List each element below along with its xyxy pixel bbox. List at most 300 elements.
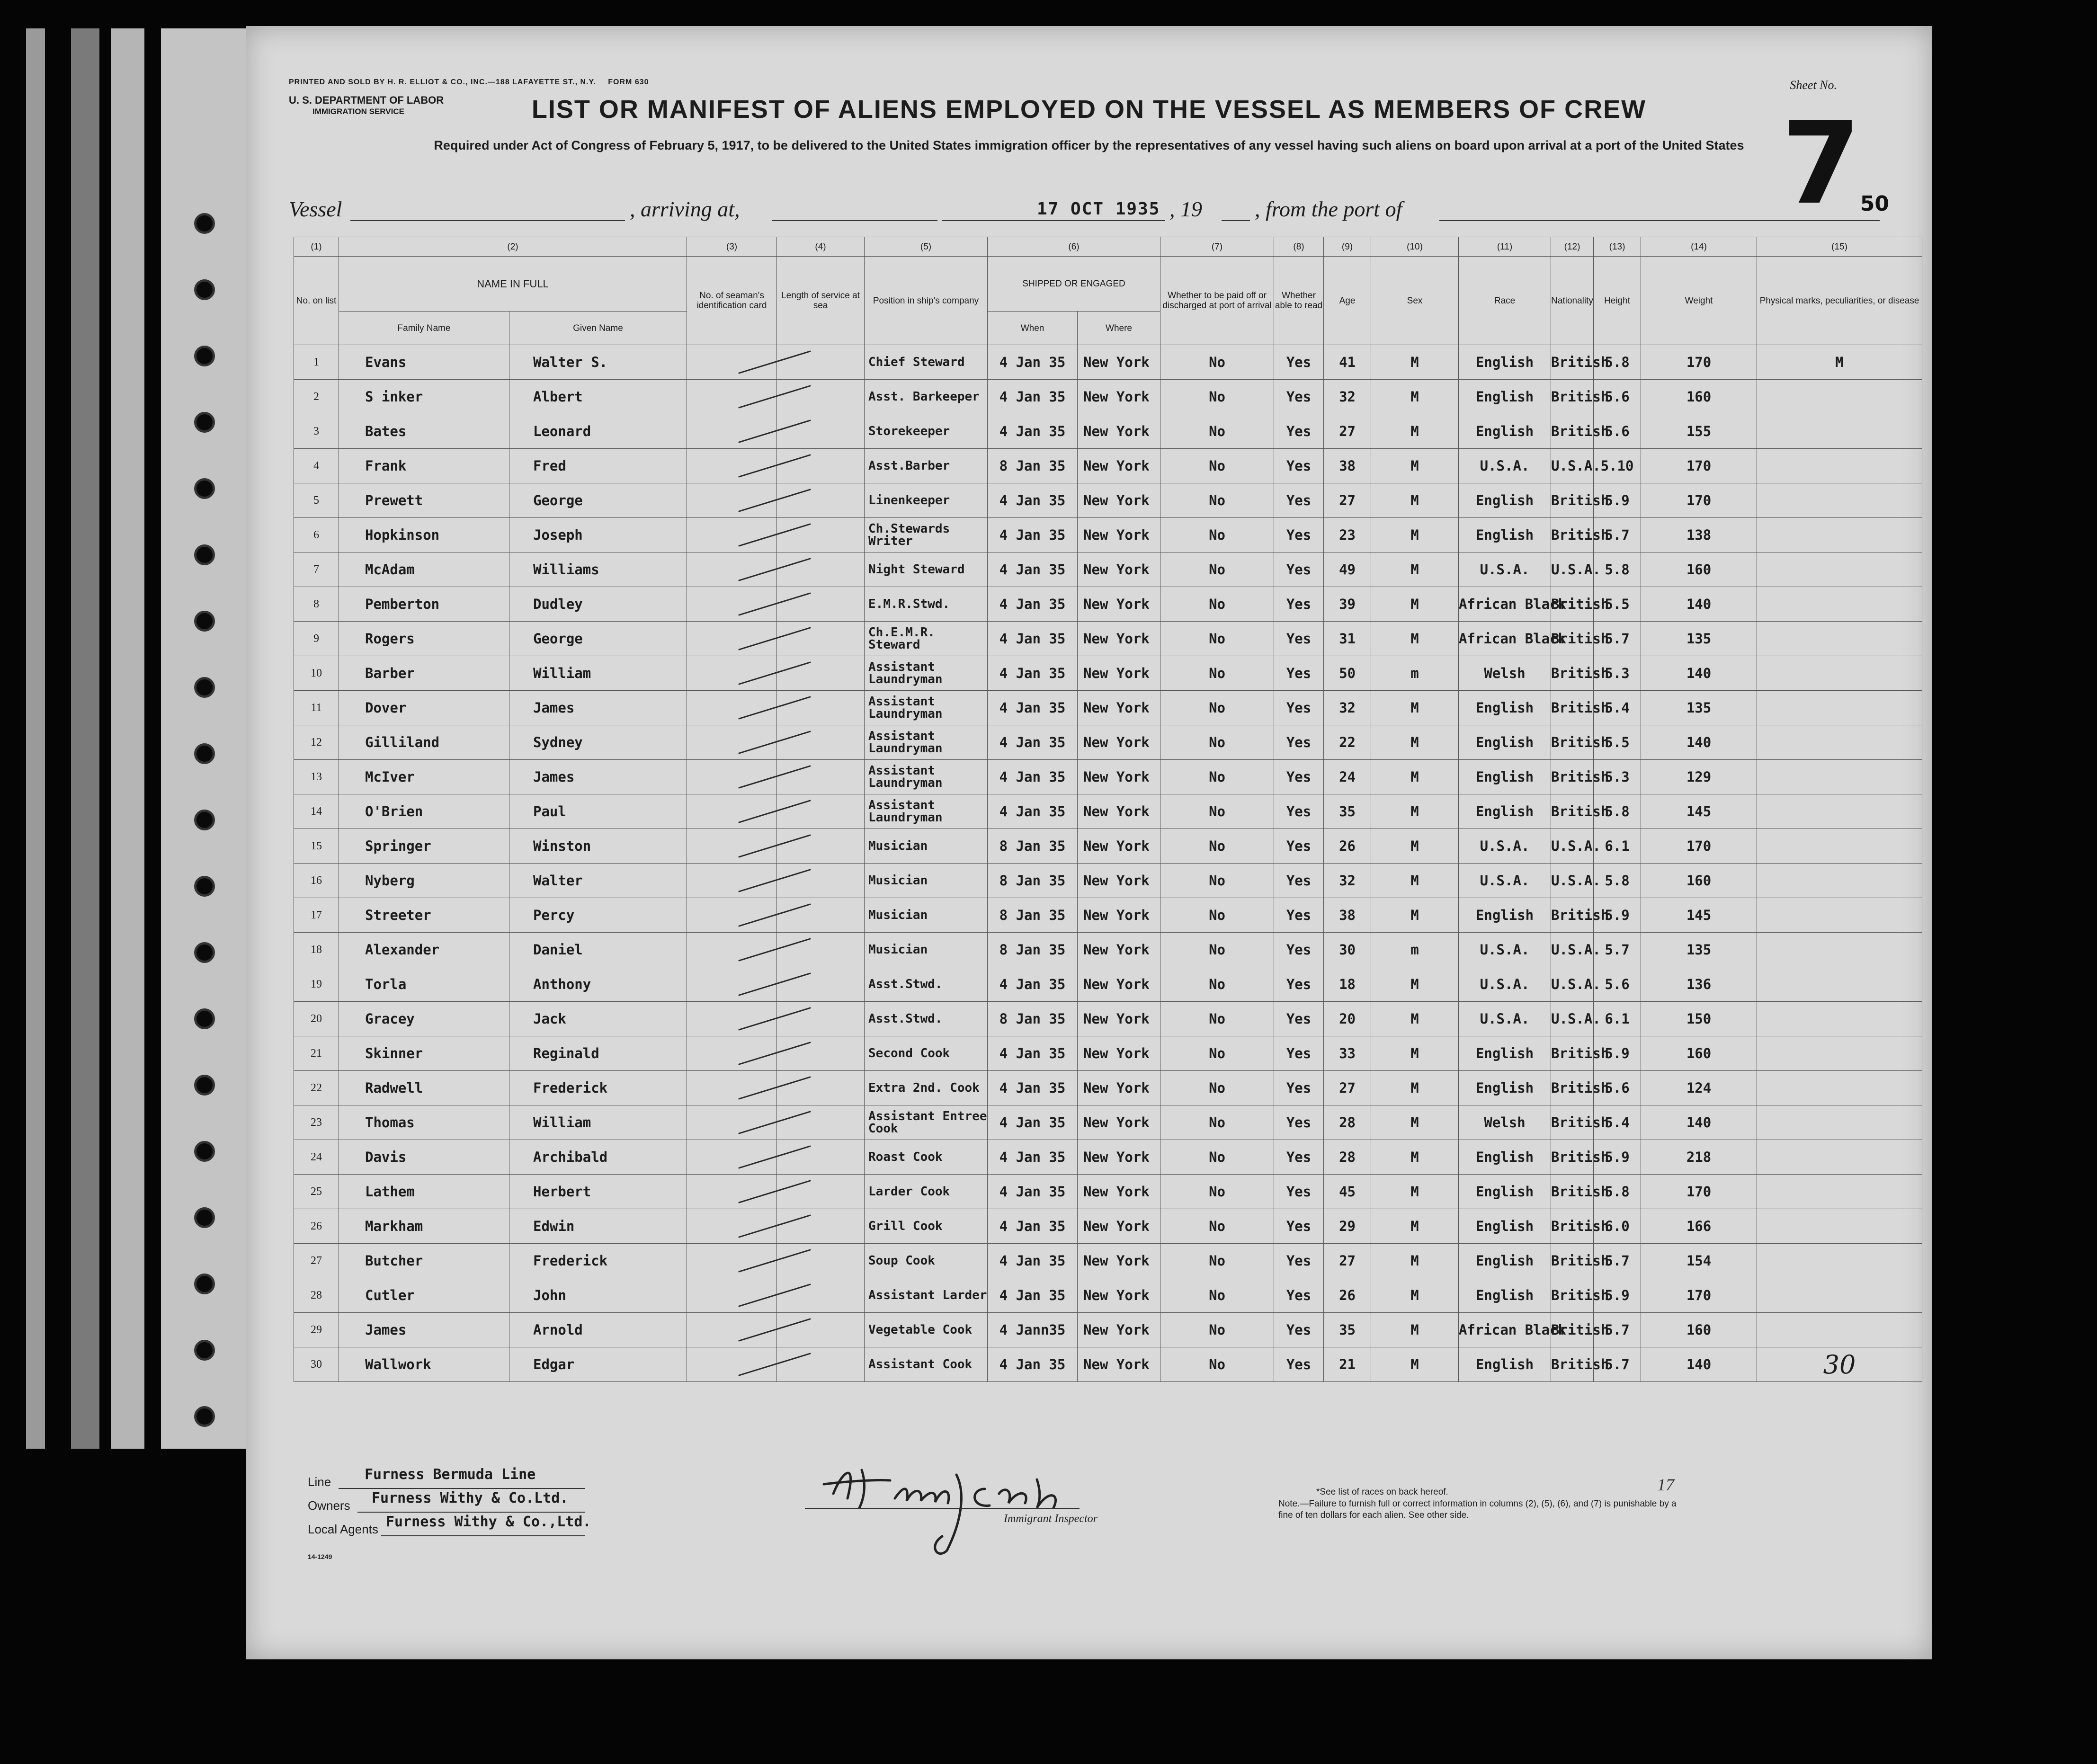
- race: English: [1459, 1244, 1551, 1278]
- family-name: Barber: [339, 656, 509, 691]
- nationality: British: [1551, 1105, 1594, 1140]
- weight: 140: [1641, 1105, 1757, 1140]
- given-name: Fred: [509, 449, 687, 483]
- table-row: [294, 380, 1922, 414]
- paid-off: No: [1160, 1209, 1274, 1244]
- given-name: John: [509, 1278, 687, 1313]
- nationality: British: [1551, 898, 1594, 933]
- nationality: British: [1551, 587, 1594, 622]
- service-name: IMMIGRATION SERVICE: [312, 107, 404, 116]
- given-name: James: [509, 760, 687, 794]
- id-card-cell: [687, 622, 777, 656]
- position: Storekeeper: [865, 414, 988, 449]
- family-name: Rogers: [339, 622, 509, 656]
- race: African Black: [1459, 622, 1551, 656]
- header-where: Where: [1078, 312, 1160, 345]
- weight: 170: [1641, 449, 1757, 483]
- given-name: Arnold: [509, 1313, 687, 1347]
- race: U.S.A.: [1459, 552, 1551, 587]
- height: 5.7: [1594, 518, 1641, 552]
- race: U.S.A.: [1459, 1002, 1551, 1036]
- shipped-where: New York: [1078, 1071, 1160, 1105]
- col-num-14: (14): [1641, 237, 1757, 257]
- given-name: William: [509, 1105, 687, 1140]
- row-number: 21: [294, 1036, 339, 1071]
- given-name: Winston: [509, 829, 687, 864]
- position: Assistant Laundryman: [865, 691, 988, 725]
- race: U.S.A.: [1459, 933, 1551, 967]
- given-name: Frederick: [509, 1071, 687, 1105]
- length-service-cell: [777, 1071, 865, 1105]
- sex: M: [1371, 414, 1459, 449]
- shipped-when: 4 Jan 35: [988, 760, 1078, 794]
- position: Roast Cook: [865, 1140, 988, 1175]
- shipped-when: 4 Jan 35: [988, 518, 1078, 552]
- id-card-cell: [687, 414, 777, 449]
- paid-off: No: [1160, 760, 1274, 794]
- length-service-cell: [777, 691, 865, 725]
- weight: 145: [1641, 794, 1757, 829]
- footer-line-label: Line: [308, 1475, 331, 1489]
- id-card-cell: [687, 518, 777, 552]
- height: 5.8: [1594, 1175, 1641, 1209]
- able-to-read: Yes: [1274, 1347, 1324, 1382]
- physical-marks: [1757, 414, 1922, 449]
- sex: M: [1371, 1244, 1459, 1278]
- id-card-cell: [687, 552, 777, 587]
- able-to-read: Yes: [1274, 449, 1324, 483]
- age: 27: [1324, 1244, 1371, 1278]
- height: 5.8: [1594, 552, 1641, 587]
- age: 41: [1324, 345, 1371, 380]
- col-num-4: (4): [777, 237, 865, 257]
- id-card-cell: [687, 829, 777, 864]
- age: 20: [1324, 1002, 1371, 1036]
- nationality: British: [1551, 1071, 1594, 1105]
- document-title: LIST OR MANIFEST OF ALIENS EMPLOYED ON THE VESSEL AS MEMBERS OF CREW: [531, 95, 1647, 124]
- row-number: 2: [294, 380, 339, 414]
- binder-edge-3: [111, 28, 144, 1449]
- physical-marks: [1757, 449, 1922, 483]
- row-number: 13: [294, 760, 339, 794]
- binder-edge-1: [26, 28, 45, 1449]
- paid-off: No: [1160, 1313, 1274, 1347]
- age: 23: [1324, 518, 1371, 552]
- footer-form-code: 14-1249: [308, 1553, 332, 1560]
- given-name: Edgar: [509, 1347, 687, 1382]
- shipped-where: New York: [1078, 898, 1160, 933]
- weight: 170: [1641, 1278, 1757, 1313]
- age: 27: [1324, 1071, 1371, 1105]
- given-name: Dudley: [509, 587, 687, 622]
- paid-off: No: [1160, 898, 1274, 933]
- nationality: British: [1551, 725, 1594, 760]
- weight: 129: [1641, 760, 1757, 794]
- table-row: [294, 1313, 1922, 1347]
- nationality: British: [1551, 622, 1594, 656]
- id-card-cell: [687, 898, 777, 933]
- sex: M: [1371, 691, 1459, 725]
- table-row: [294, 898, 1922, 933]
- header-weight: Weight: [1641, 257, 1757, 345]
- nationality: British: [1551, 1244, 1594, 1278]
- age: 26: [1324, 829, 1371, 864]
- sex: M: [1371, 725, 1459, 760]
- able-to-read: Yes: [1274, 483, 1324, 518]
- sex: M: [1371, 518, 1459, 552]
- row-number: 23: [294, 1105, 339, 1140]
- table-row: [294, 414, 1922, 449]
- paid-off: No: [1160, 345, 1274, 380]
- able-to-read: Yes: [1274, 1036, 1324, 1071]
- family-name: Bates: [339, 414, 509, 449]
- family-name: Wallwork: [339, 1347, 509, 1382]
- able-to-read: Yes: [1274, 898, 1324, 933]
- physical-marks: [1757, 1036, 1922, 1071]
- nationality: British: [1551, 518, 1594, 552]
- physical-marks: [1757, 518, 1922, 552]
- shipped-when: 4 Jan 35: [988, 967, 1078, 1002]
- able-to-read: Yes: [1274, 518, 1324, 552]
- shipped-where: New York: [1078, 622, 1160, 656]
- given-name: Paul: [509, 794, 687, 829]
- physical-marks: [1757, 1244, 1922, 1278]
- position: Musician: [865, 829, 988, 864]
- race: English: [1459, 794, 1551, 829]
- shipped-when: 4 Jan 35: [988, 1244, 1078, 1278]
- able-to-read: Yes: [1274, 380, 1324, 414]
- table-row: [294, 1105, 1922, 1140]
- shipped-where: New York: [1078, 1278, 1160, 1313]
- table-row: [294, 345, 1922, 380]
- position: Assistant Entree Cook: [865, 1105, 988, 1140]
- nationality: U.S.A.: [1551, 829, 1594, 864]
- able-to-read: Yes: [1274, 933, 1324, 967]
- weight: 135: [1641, 622, 1757, 656]
- position: Assistant Laundryman: [865, 760, 988, 794]
- position: Soup Cook: [865, 1244, 988, 1278]
- weight: 160: [1641, 1313, 1757, 1347]
- header-no-on-list: No. on list: [294, 257, 339, 345]
- physical-marks: [1757, 1140, 1922, 1175]
- col-num-8: (8): [1274, 237, 1324, 257]
- id-card-cell: [687, 1175, 777, 1209]
- weight: 140: [1641, 1347, 1757, 1382]
- id-card-cell: [687, 1140, 777, 1175]
- able-to-read: Yes: [1274, 1175, 1324, 1209]
- weight: 166: [1641, 1209, 1757, 1244]
- sex: M: [1371, 1175, 1459, 1209]
- given-name: George: [509, 483, 687, 518]
- race: English: [1459, 1347, 1551, 1382]
- paid-off: No: [1160, 414, 1274, 449]
- family-name: Pemberton: [339, 587, 509, 622]
- length-service-cell: [777, 725, 865, 760]
- sheet-number-suffix: 50: [1860, 192, 1889, 216]
- shipped-where: New York: [1078, 552, 1160, 587]
- table-row: [294, 1278, 1922, 1313]
- able-to-read: Yes: [1274, 552, 1324, 587]
- nationality: British: [1551, 1347, 1594, 1382]
- length-service-cell: [777, 380, 865, 414]
- able-to-read: Yes: [1274, 1278, 1324, 1313]
- col-num-2: (2): [339, 237, 687, 257]
- sex: m: [1371, 656, 1459, 691]
- length-service-cell: [777, 829, 865, 864]
- id-card-cell: [687, 1278, 777, 1313]
- given-name: Frederick: [509, 1244, 687, 1278]
- table-row: [294, 1209, 1922, 1244]
- row-number: 1: [294, 345, 339, 380]
- nationality: British: [1551, 1175, 1594, 1209]
- shipped-when: 4 Jan 35: [988, 1140, 1078, 1175]
- arriving-label: , arriving at,: [630, 197, 740, 221]
- length-service-cell: [777, 552, 865, 587]
- id-card-cell: [687, 380, 777, 414]
- shipped-where: New York: [1078, 1002, 1160, 1036]
- height: 5.6: [1594, 380, 1641, 414]
- position: Assistant Laundryman: [865, 794, 988, 829]
- inspector-rule: [805, 1508, 1080, 1509]
- shipped-when: 4 Jan 35: [988, 1175, 1078, 1209]
- family-name: Gracey: [339, 1002, 509, 1036]
- id-card-cell: [687, 1244, 777, 1278]
- length-service-cell: [777, 794, 865, 829]
- race: English: [1459, 1278, 1551, 1313]
- family-name: Markham: [339, 1209, 509, 1244]
- id-card-cell: [687, 1071, 777, 1105]
- physical-marks: [1757, 898, 1922, 933]
- shipped-where: New York: [1078, 829, 1160, 864]
- footer-agents-label: Local Agents: [308, 1522, 378, 1536]
- nationality: British: [1551, 1209, 1594, 1244]
- physical-marks: [1757, 622, 1922, 656]
- paid-off: No: [1160, 449, 1274, 483]
- table-row: [294, 587, 1922, 622]
- nationality: U.S.A.: [1551, 933, 1594, 967]
- sex: M: [1371, 794, 1459, 829]
- paid-off: No: [1160, 1278, 1274, 1313]
- given-name: Archibald: [509, 1140, 687, 1175]
- family-name: Lathem: [339, 1175, 509, 1209]
- nationality: U.S.A.: [1551, 449, 1594, 483]
- age: 39: [1324, 587, 1371, 622]
- id-card-cell: [687, 967, 777, 1002]
- position: Musician: [865, 898, 988, 933]
- shipped-when: 4 Jan 35: [988, 1105, 1078, 1140]
- row-number: 30: [294, 1347, 339, 1382]
- position: Assistant Cook: [865, 1347, 988, 1382]
- header-position: Position in ship's company: [865, 257, 988, 345]
- weight: 145: [1641, 898, 1757, 933]
- id-card-cell: [687, 587, 777, 622]
- shipped-where: New York: [1078, 587, 1160, 622]
- weight: 124: [1641, 1071, 1757, 1105]
- shipped-when: 8 Jan 35: [988, 1002, 1078, 1036]
- inspector-label: Immigrant Inspector: [1004, 1513, 1098, 1525]
- length-service-cell: [777, 967, 865, 1002]
- physical-marks: 30: [1757, 1347, 1922, 1382]
- given-name: Leonard: [509, 414, 687, 449]
- able-to-read: Yes: [1274, 691, 1324, 725]
- nationality: U.S.A.: [1551, 1002, 1594, 1036]
- table-row: [294, 933, 1922, 967]
- table-row: [294, 518, 1922, 552]
- header-given-name: Given Name: [509, 312, 687, 345]
- crew-rows: [294, 345, 1922, 1382]
- physical-marks: [1757, 1209, 1922, 1244]
- column-number-row: [294, 237, 1922, 257]
- paid-off: No: [1160, 864, 1274, 898]
- age: 38: [1324, 449, 1371, 483]
- sex: M: [1371, 760, 1459, 794]
- physical-marks: [1757, 760, 1922, 794]
- able-to-read: Yes: [1274, 345, 1324, 380]
- row-number: 9: [294, 622, 339, 656]
- printer-text: PRINTED AND SOLD BY H. R. ELLIOT & CO., INC.—188 LAFAYETTE ST., N.Y.: [289, 78, 596, 86]
- vessel-line: [289, 196, 1899, 230]
- shipped-when: 8 Jan 35: [988, 864, 1078, 898]
- id-card-cell: [687, 691, 777, 725]
- height: 5.7: [1594, 1244, 1641, 1278]
- weight: 160: [1641, 1036, 1757, 1071]
- inspector-signature: [814, 1442, 1193, 1565]
- table-row: [294, 1347, 1922, 1382]
- weight: 170: [1641, 829, 1757, 864]
- row-number: 17: [294, 898, 339, 933]
- race: English: [1459, 691, 1551, 725]
- nationality: British: [1551, 1278, 1594, 1313]
- table-row: [294, 864, 1922, 898]
- weight: 160: [1641, 552, 1757, 587]
- paid-off: No: [1160, 725, 1274, 760]
- position: Chief Steward: [865, 345, 988, 380]
- sex: M: [1371, 1002, 1459, 1036]
- length-service-cell: [777, 414, 865, 449]
- length-service-cell: [777, 622, 865, 656]
- nationality: British: [1551, 345, 1594, 380]
- weight: 138: [1641, 518, 1757, 552]
- row-number: 4: [294, 449, 339, 483]
- paid-off: No: [1160, 1071, 1274, 1105]
- position: Vegetable Cook: [865, 1313, 988, 1347]
- shipped-where: New York: [1078, 933, 1160, 967]
- age: 29: [1324, 1209, 1371, 1244]
- given-name: Anthony: [509, 967, 687, 1002]
- position: Assistant Larder: [865, 1278, 988, 1313]
- table-row: [294, 1140, 1922, 1175]
- able-to-read: Yes: [1274, 414, 1324, 449]
- height: 5.10: [1594, 449, 1641, 483]
- table-row: [294, 483, 1922, 518]
- port-label: , from the port of: [1255, 197, 1402, 221]
- age: 27: [1324, 483, 1371, 518]
- height: 6.1: [1594, 829, 1641, 864]
- position: Asst.Stwd.: [865, 967, 988, 1002]
- shipped-where: New York: [1078, 449, 1160, 483]
- race: English: [1459, 1175, 1551, 1209]
- physical-marks: [1757, 691, 1922, 725]
- header-nationality: Nationality: [1551, 257, 1594, 345]
- row-number: 3: [294, 414, 339, 449]
- age: 31: [1324, 622, 1371, 656]
- race: English: [1459, 1209, 1551, 1244]
- id-card-cell: [687, 345, 777, 380]
- age: 32: [1324, 380, 1371, 414]
- paid-off: No: [1160, 1347, 1274, 1382]
- length-service-cell: [777, 1278, 865, 1313]
- shipped-when: 4 Jan 35: [988, 414, 1078, 449]
- physical-marks: [1757, 1002, 1922, 1036]
- weight: 160: [1641, 380, 1757, 414]
- length-service-cell: [777, 449, 865, 483]
- able-to-read: Yes: [1274, 1140, 1324, 1175]
- height: 5.4: [1594, 1105, 1641, 1140]
- given-name: Joseph: [509, 518, 687, 552]
- height: 5.9: [1594, 483, 1641, 518]
- weight: 136: [1641, 967, 1757, 1002]
- weight: 150: [1641, 1002, 1757, 1036]
- length-service-cell: [777, 656, 865, 691]
- height: 5.8: [1594, 864, 1641, 898]
- length-service-cell: [777, 864, 865, 898]
- weight: 135: [1641, 691, 1757, 725]
- shipped-when: 4 Jan 35: [988, 552, 1078, 587]
- physical-marks: [1757, 725, 1922, 760]
- paid-off: No: [1160, 1036, 1274, 1071]
- position: Ch.Stewards Writer: [865, 518, 988, 552]
- row-number: 28: [294, 1278, 339, 1313]
- age: 22: [1324, 725, 1371, 760]
- paid-off: No: [1160, 1244, 1274, 1278]
- shipped-where: New York: [1078, 1105, 1160, 1140]
- physical-marks: [1757, 587, 1922, 622]
- physical-marks: [1757, 933, 1922, 967]
- crew-manifest-table: [294, 237, 1922, 1382]
- id-card-cell: [687, 1036, 777, 1071]
- sex: M: [1371, 1140, 1459, 1175]
- age: 35: [1324, 1313, 1371, 1347]
- vessel-label: Vessel: [289, 197, 342, 221]
- family-name: Gilliland: [339, 725, 509, 760]
- nationality: British: [1551, 760, 1594, 794]
- nationality: U.S.A.: [1551, 552, 1594, 587]
- family-name: O'Brien: [339, 794, 509, 829]
- printer-imprint: [289, 78, 649, 87]
- id-card-cell: [687, 760, 777, 794]
- sex: M: [1371, 967, 1459, 1002]
- sex: M: [1371, 622, 1459, 656]
- shipped-where: New York: [1078, 794, 1160, 829]
- binder-edge-2: [71, 28, 99, 1449]
- age: 35: [1324, 794, 1371, 829]
- race: English: [1459, 1140, 1551, 1175]
- position: Ch.E.M.R. Steward: [865, 622, 988, 656]
- height: 5.7: [1594, 933, 1641, 967]
- footer-owners-label: Owners: [308, 1498, 350, 1513]
- weight: 170: [1641, 345, 1757, 380]
- paid-off: No: [1160, 587, 1274, 622]
- shipped-where: New York: [1078, 864, 1160, 898]
- position: Asst.Barber: [865, 449, 988, 483]
- family-name: Frank: [339, 449, 509, 483]
- family-name: Torla: [339, 967, 509, 1002]
- race: English: [1459, 760, 1551, 794]
- id-card-cell: [687, 933, 777, 967]
- header-name-in-full: NAME IN FULL: [339, 257, 687, 312]
- header-height: Height: [1594, 257, 1641, 345]
- position: Larder Cook: [865, 1175, 988, 1209]
